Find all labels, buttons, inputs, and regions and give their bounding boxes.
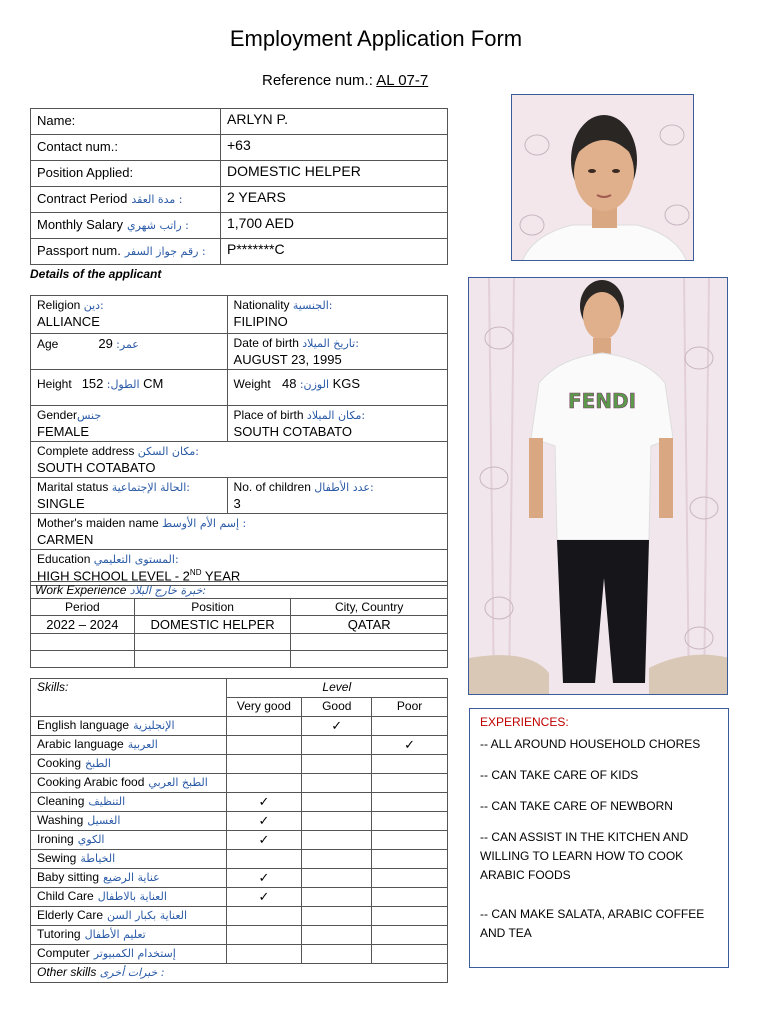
pob-value: SOUTH COTABATO (233, 424, 352, 439)
gender-cell: Genderجنس FEMALE (31, 406, 228, 442)
work-row (31, 616, 448, 634)
basic-info-row (31, 213, 448, 239)
pob-cell: Place of birth مكان الميلاد: SOUTH COTABATO (227, 406, 447, 442)
basic-value: ARLYN P. (221, 109, 448, 135)
skill-level-cell (372, 888, 448, 907)
skills-title: Skills: (31, 679, 227, 717)
work-row (31, 634, 448, 651)
skill-label: Baby sitting عناية الرضيع (31, 869, 227, 888)
skill-row (31, 793, 448, 812)
level-good: Good (302, 698, 372, 717)
skill-level-cell (372, 907, 448, 926)
basic-label: Contact num.: (31, 135, 221, 161)
work-header-cell: City, Country (291, 599, 448, 616)
work-cell (291, 634, 448, 651)
marital-cell: Marital status الحالة الإجتماعية: SINGLE (31, 478, 228, 514)
reference-value: AL 07-7 (376, 72, 429, 89)
height-value: 152 CM (81, 376, 164, 391)
level-poor: Poor (372, 698, 448, 717)
skill-row (31, 850, 448, 869)
education-value: HIGH SCHOOL LEVEL - 2ND YEAR (37, 568, 241, 584)
other-skills-cell: Other skills خبرات أخرى : (31, 964, 448, 983)
skill-level-cell (226, 755, 302, 774)
basic-info-row (31, 161, 448, 187)
skill-level-cell (226, 812, 302, 831)
skill-level-cell (302, 812, 372, 831)
skill-level-cell (372, 717, 448, 736)
skill-level-cell (302, 907, 372, 926)
children-value: 3 (233, 496, 241, 511)
basic-label: Contract Period مدة العقد : (31, 187, 221, 213)
nationality-cell: Nationality الجنسية: FILIPINO (227, 296, 447, 334)
skill-level-cell (372, 755, 448, 774)
gender-value: FEMALE (37, 424, 90, 439)
work-row (31, 651, 448, 668)
skill-row (31, 926, 448, 945)
check-icon: ✓ (258, 889, 270, 904)
mother-cell: Mother's maiden name إسم الأم الأوسط : CARMEN (31, 514, 448, 550)
skill-row (31, 907, 448, 926)
applicant-headshot-photo (511, 94, 694, 261)
work-title-cell: Work Experience خبرة خارج البلاد: (31, 582, 448, 599)
skill-row (31, 812, 448, 831)
details-section-title: Details of the applicant (30, 267, 162, 281)
experiences-title: EXPERIENCES: (480, 715, 569, 729)
height-cell: Height الطول: 152 CM (31, 370, 228, 406)
skill-level-cell (302, 850, 372, 869)
skill-level-cell (302, 717, 372, 736)
weight-cell: Weight الوزن: 48 KGS (227, 370, 447, 406)
work-header-cell: Position (134, 599, 291, 616)
basic-label: Monthly Salary راتب شهري : (31, 213, 221, 239)
basic-label: Name: (31, 109, 221, 135)
skill-level-cell (372, 831, 448, 850)
weight-value: 48 KGS (282, 376, 361, 391)
details-table (30, 295, 448, 586)
shirt-logo-text: FENDI (567, 389, 637, 413)
skill-row (31, 774, 448, 793)
basic-label: Passport num. رقم جواز السفر : (31, 239, 221, 265)
check-icon: ✓ (258, 832, 270, 847)
work-cell: 2022 – 2024 (31, 616, 135, 634)
skill-row (31, 755, 448, 774)
age-value: 29 (98, 336, 113, 351)
reference-label: Reference num.: (262, 72, 373, 89)
skill-level-cell (372, 850, 448, 869)
work-cell: QATAR (291, 616, 448, 634)
basic-info-row (31, 239, 448, 265)
skill-level-cell (226, 831, 302, 850)
marital-value: SINGLE (37, 496, 85, 511)
skill-level-cell (226, 736, 302, 755)
skill-level-cell (302, 774, 372, 793)
skill-level-cell (372, 793, 448, 812)
skill-level-cell (302, 888, 372, 907)
skill-level-cell (372, 736, 448, 755)
skill-label: Arabic language العربية (31, 736, 227, 755)
work-cell (134, 651, 291, 668)
skill-row (31, 869, 448, 888)
work-cell: DOMESTIC HELPER (134, 616, 291, 634)
skill-label: Cleaning التنظيف (31, 793, 227, 812)
skill-label: Ironing الكوي (31, 831, 227, 850)
applicant-full-body-photo (468, 277, 728, 695)
level-very-good: Very good (226, 698, 302, 717)
work-experience-table (30, 581, 448, 668)
skill-level-cell (302, 831, 372, 850)
experience-item: -- CAN TAKE CARE OF KIDS (480, 768, 639, 782)
skill-level-cell (372, 945, 448, 964)
check-icon: ✓ (404, 737, 416, 752)
basic-value: 2 YEARS (221, 187, 448, 213)
skill-row (31, 736, 448, 755)
skill-label: Computer إستخدام الكمبيوتر (31, 945, 227, 964)
check-icon: ✓ (258, 813, 270, 828)
experience-item: -- CAN TAKE CARE OF NEWBORN (480, 799, 673, 813)
skills-table (30, 678, 448, 983)
education-cell: Education المستوى التعليمي: HIGH SCHOOL LEVEL - 2ND YEAR (31, 550, 448, 586)
skill-level-cell (302, 926, 372, 945)
skill-level-cell (372, 926, 448, 945)
skill-level-cell (302, 755, 372, 774)
level-header: Level (226, 679, 447, 698)
skill-label: Elderly Care العناية بكبار السن (31, 907, 227, 926)
skill-label: English language الإنجليزية (31, 717, 227, 736)
work-cell (31, 634, 135, 651)
skill-level-cell (226, 907, 302, 926)
page-title: Employment Application Form (229, 26, 523, 51)
skill-level-cell (226, 869, 302, 888)
skill-level-cell (226, 926, 302, 945)
check-icon: ✓ (331, 718, 343, 733)
skill-row (31, 717, 448, 736)
skill-label: Cooking الطبخ (31, 755, 227, 774)
skill-level-cell (226, 793, 302, 812)
skill-level-cell (226, 888, 302, 907)
skill-label: Tutoring تعليم الأطفال (31, 926, 227, 945)
dob-cell: Date of birth تاريخ الميلاد: AUGUST 23, 1995 (227, 334, 447, 370)
basic-info-row (31, 187, 448, 213)
skill-level-cell (302, 945, 372, 964)
skill-level-cell (302, 869, 372, 888)
experiences-box (469, 708, 729, 968)
mother-value: CARMEN (37, 532, 94, 547)
skill-level-cell (302, 736, 372, 755)
skill-level-cell (226, 717, 302, 736)
basic-value: +63 (221, 135, 448, 161)
basic-info-row (31, 135, 448, 161)
basic-value: DOMESTIC HELPER (221, 161, 448, 187)
experience-item: -- ALL AROUND HOUSEHOLD CHORES (480, 737, 701, 751)
religion-value: ALLIANCE (37, 314, 100, 329)
skill-level-cell (372, 774, 448, 793)
basic-label: Position Applied: (31, 161, 221, 187)
religion-cell: Religion دين: ALLIANCE (31, 296, 228, 334)
check-icon: ✓ (258, 870, 270, 885)
work-cell (291, 651, 448, 668)
work-header-cell: Period (31, 599, 135, 616)
age-cell: Age عمر: 29 (31, 334, 228, 370)
experience-item: -- CAN MAKE SALATA, ARABIC COFFEE AND TEA (480, 907, 705, 940)
skill-level-cell (226, 774, 302, 793)
basic-info-row (31, 109, 448, 135)
reference-number (262, 72, 428, 89)
basic-value: 1,700 AED (221, 213, 448, 239)
skill-label: Child Care العناية بالاطفال (31, 888, 227, 907)
experience-item: -- CAN ASSIST IN THE KITCHEN AND WILLING TO LEARN HOW TO COOK ARABIC FOODS (480, 830, 689, 882)
skill-level-cell (372, 869, 448, 888)
skill-row (31, 831, 448, 850)
work-cell (134, 634, 291, 651)
dob-value: AUGUST 23, 1995 (233, 352, 342, 367)
address-cell: Complete address مكان السكن: SOUTH COTABATO (31, 442, 448, 478)
skill-level-cell (226, 850, 302, 869)
children-cell: No. of children عدد الأطفال: 3 (227, 478, 447, 514)
skill-level-cell (226, 945, 302, 964)
skill-row (31, 945, 448, 964)
skill-label: Sewing الخياطة (31, 850, 227, 869)
check-icon: ✓ (258, 794, 270, 809)
work-cell (31, 651, 135, 668)
skill-level-cell (372, 812, 448, 831)
skill-row (31, 888, 448, 907)
basic-info-table (30, 108, 448, 265)
nationality-value: FILIPINO (233, 314, 288, 329)
skill-label: Cooking Arabic food الطبخ العربي (31, 774, 227, 793)
address-value: SOUTH COTABATO (37, 460, 156, 475)
skill-level-cell (302, 793, 372, 812)
skill-label: Washing الغسيل (31, 812, 227, 831)
basic-value: P*******C (221, 239, 448, 265)
